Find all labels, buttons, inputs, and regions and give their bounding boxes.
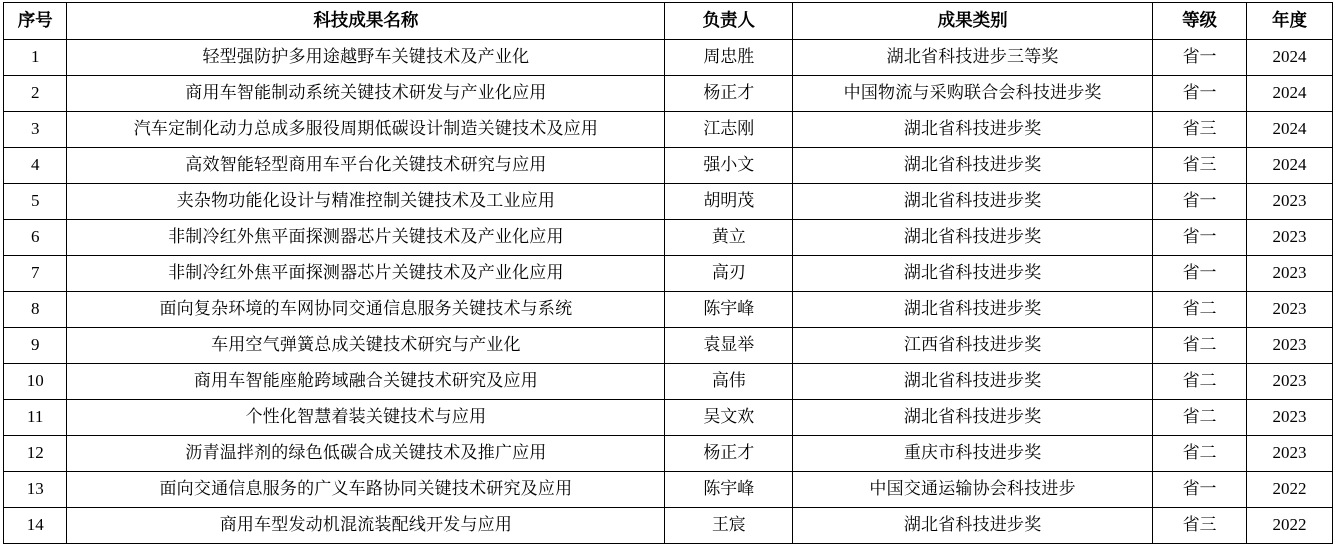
cell-leader: 吴文欢 <box>665 400 793 436</box>
cell-index: 14 <box>4 508 67 544</box>
cell-leader: 高伟 <box>665 364 793 400</box>
cell-level: 省二 <box>1153 364 1247 400</box>
cell-leader: 袁显举 <box>665 328 793 364</box>
cell-index: 4 <box>4 148 67 184</box>
cell-leader: 王宸 <box>665 508 793 544</box>
cell-level: 省二 <box>1153 400 1247 436</box>
cell-type: 湖北省科技进步奖 <box>793 112 1153 148</box>
cell-type: 江西省科技进步奖 <box>793 328 1153 364</box>
table-row <box>4 472 1333 508</box>
cell-index: 12 <box>4 436 67 472</box>
cell-year: 2024 <box>1247 112 1333 148</box>
cell-name: 个性化智慧着装关键技术与应用 <box>67 400 665 436</box>
column-header-year: 年度 <box>1247 3 1333 40</box>
table-row <box>4 148 1333 184</box>
table-row <box>4 328 1333 364</box>
cell-name: 商用车智能座舱跨域融合关键技术研究及应用 <box>67 364 665 400</box>
cell-type: 湖北省科技进步奖 <box>793 184 1153 220</box>
column-header-leader: 负责人 <box>665 3 793 40</box>
cell-year: 2023 <box>1247 256 1333 292</box>
cell-leader: 高刃 <box>665 256 793 292</box>
cell-name: 车用空气弹簧总成关键技术研究与产业化 <box>67 328 665 364</box>
cell-index: 8 <box>4 292 67 328</box>
column-header-level: 等级 <box>1153 3 1247 40</box>
cell-level: 省一 <box>1153 76 1247 112</box>
cell-level: 省二 <box>1153 292 1247 328</box>
cell-name: 面向复杂环境的车网协同交通信息服务关键技术与系统 <box>67 292 665 328</box>
cell-leader: 陈宇峰 <box>665 472 793 508</box>
cell-type: 湖北省科技进步奖 <box>793 400 1153 436</box>
table-row <box>4 508 1333 544</box>
cell-type: 中国交通运输协会科技进步 <box>793 472 1153 508</box>
cell-name: 商用车型发动机混流装配线开发与应用 <box>67 508 665 544</box>
cell-name: 商用车智能制动系统关键技术研发与产业化应用 <box>67 76 665 112</box>
cell-name: 高效智能轻型商用车平台化关键技术研究与应用 <box>67 148 665 184</box>
table-row <box>4 112 1333 148</box>
cell-index: 1 <box>4 40 67 76</box>
cell-year: 2023 <box>1247 292 1333 328</box>
cell-index: 7 <box>4 256 67 292</box>
cell-name: 非制冷红外焦平面探测器芯片关键技术及产业化应用 <box>67 256 665 292</box>
cell-leader: 强小文 <box>665 148 793 184</box>
cell-name: 沥青温拌剂的绿色低碳合成关键技术及推广应用 <box>67 436 665 472</box>
cell-year: 2023 <box>1247 436 1333 472</box>
cell-year: 2023 <box>1247 184 1333 220</box>
cell-name: 汽车定制化动力总成多服役周期低碳设计制造关键技术及应用 <box>67 112 665 148</box>
cell-name: 面向交通信息服务的广义车路协同关键技术研究及应用 <box>67 472 665 508</box>
cell-level: 省一 <box>1153 184 1247 220</box>
cell-type: 湖北省科技进步奖 <box>793 148 1153 184</box>
table-row <box>4 400 1333 436</box>
cell-level: 省一 <box>1153 40 1247 76</box>
cell-leader: 杨正才 <box>665 436 793 472</box>
cell-level: 省三 <box>1153 148 1247 184</box>
cell-year: 2024 <box>1247 40 1333 76</box>
cell-name: 轻型强防护多用途越野车关键技术及产业化 <box>67 40 665 76</box>
cell-year: 2023 <box>1247 220 1333 256</box>
table-row <box>4 436 1333 472</box>
cell-type: 湖北省科技进步奖 <box>793 508 1153 544</box>
table-body <box>4 40 1333 544</box>
table-row <box>4 256 1333 292</box>
cell-level: 省二 <box>1153 436 1247 472</box>
cell-index: 6 <box>4 220 67 256</box>
cell-leader: 杨正才 <box>665 76 793 112</box>
cell-index: 2 <box>4 76 67 112</box>
cell-index: 13 <box>4 472 67 508</box>
cell-leader: 江志刚 <box>665 112 793 148</box>
table-row <box>4 184 1333 220</box>
cell-year: 2023 <box>1247 328 1333 364</box>
cell-leader: 周忠胜 <box>665 40 793 76</box>
cell-year: 2024 <box>1247 76 1333 112</box>
cell-level: 省一 <box>1153 256 1247 292</box>
cell-type: 湖北省科技进步三等奖 <box>793 40 1153 76</box>
cell-year: 2022 <box>1247 508 1333 544</box>
column-header-index: 序号 <box>4 3 67 40</box>
table-row <box>4 76 1333 112</box>
cell-level: 省三 <box>1153 112 1247 148</box>
cell-year: 2024 <box>1247 148 1333 184</box>
cell-leader: 胡明茂 <box>665 184 793 220</box>
cell-leader: 陈宇峰 <box>665 292 793 328</box>
cell-level: 省一 <box>1153 220 1247 256</box>
cell-index: 10 <box>4 364 67 400</box>
cell-year: 2023 <box>1247 400 1333 436</box>
cell-year: 2023 <box>1247 364 1333 400</box>
cell-type: 湖北省科技进步奖 <box>793 292 1153 328</box>
cell-index: 9 <box>4 328 67 364</box>
cell-type: 重庆市科技进步奖 <box>793 436 1153 472</box>
cell-type: 湖北省科技进步奖 <box>793 364 1153 400</box>
table-row <box>4 292 1333 328</box>
cell-year: 2022 <box>1247 472 1333 508</box>
cell-index: 5 <box>4 184 67 220</box>
cell-type: 湖北省科技进步奖 <box>793 256 1153 292</box>
cell-name: 夹杂物功能化设计与精准控制关键技术及工业应用 <box>67 184 665 220</box>
cell-index: 3 <box>4 112 67 148</box>
column-header-type: 成果类别 <box>793 3 1153 40</box>
cell-leader: 黄立 <box>665 220 793 256</box>
document-sheet <box>0 2 1336 549</box>
cell-level: 省三 <box>1153 508 1247 544</box>
table-row <box>4 220 1333 256</box>
cell-type: 中国物流与采购联合会科技进步奖 <box>793 76 1153 112</box>
cell-type: 湖北省科技进步奖 <box>793 220 1153 256</box>
table-row <box>4 364 1333 400</box>
science-achievements-table <box>3 2 1333 544</box>
cell-index: 11 <box>4 400 67 436</box>
cell-name: 非制冷红外焦平面探测器芯片关键技术及产业化应用 <box>67 220 665 256</box>
table-row <box>4 40 1333 76</box>
cell-level: 省一 <box>1153 472 1247 508</box>
cell-level: 省二 <box>1153 328 1247 364</box>
column-header-name: 科技成果名称 <box>67 3 665 40</box>
table-header-row <box>4 3 1333 40</box>
